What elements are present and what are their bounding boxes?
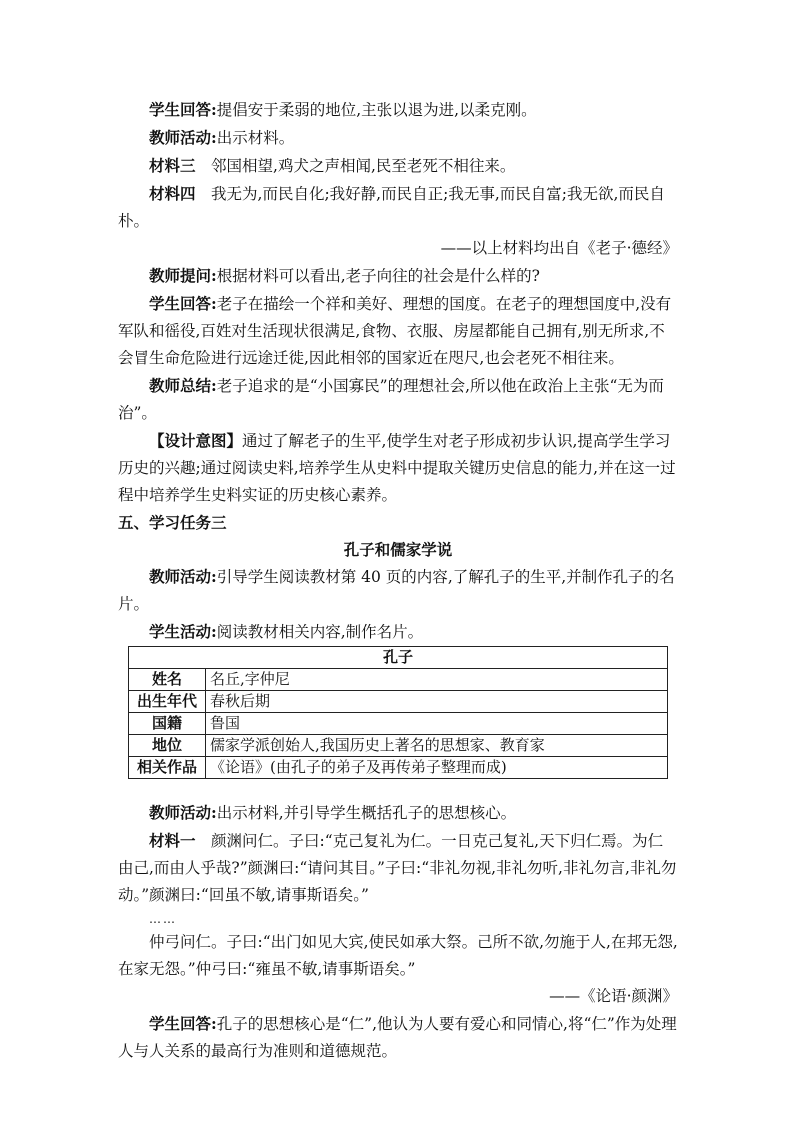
paragraph-zhonggong: 仲弓问仁。子曰:“出门如见大宾,使民如承大祭。己所不欲,勿施于人,在邦无怨,在家无怨。”仲弓曰:“雍虽不敏,请事斯语矣。” (118, 933, 678, 978)
paragraph-material-3 (118, 152, 678, 180)
label: 教师活动: (149, 803, 217, 822)
table-header-row (129, 647, 668, 669)
row-key: 姓名 (129, 669, 206, 691)
text: 出示材料。 (216, 129, 295, 147)
row-key: 地位 (129, 735, 206, 757)
text: 孔子的思想核心是“仁”,他认为人要有爱心和同情心,将“仁”作为处理人与人关系的最高行为准则和道德规范。 (118, 1015, 677, 1060)
confucius-card-table (128, 646, 668, 779)
table-row (129, 713, 668, 735)
paragraph-student-answer-3 (118, 1010, 678, 1065)
paragraph-material-4 (118, 180, 678, 235)
label: 学生回答: (149, 100, 217, 119)
section-heading: 五、学习任务三 (118, 513, 227, 532)
paragraph-teacher-activity-1 (118, 124, 678, 152)
paragraph-student-answer-1 (118, 96, 678, 124)
text: 阅读教材相关内容,制作名片。 (216, 623, 424, 641)
label: 材料四 (149, 184, 196, 203)
text: 老子在描绘一个祥和美好、理想的国度。在老子的理想国度中,没有军队和徭役,百姓对生活现状很满足,食物、衣服、房屋都能自己拥有,别无所求,不会冒生命危险进行远途迁徙,因此相邻的国家近在咫尺,也会老死不相往来。 (118, 295, 672, 367)
label: 教师活动: (149, 128, 217, 147)
row-value: 《论语》(由孔子的弟子及再传弟子整理而成) (206, 757, 668, 779)
table-header: 孔子 (129, 647, 668, 669)
paragraph-student-answer-2 (118, 290, 678, 372)
label: 教师活动: (149, 567, 217, 586)
paragraph-teacher-activity-3 (118, 799, 678, 827)
label: 材料一 (149, 831, 196, 850)
paragraph-material-1 (118, 827, 678, 909)
paragraph-teacher-question (118, 262, 678, 290)
paragraph-teacher-activity-2 (118, 563, 678, 618)
text: 引导学生阅读教材第 40 页的内容,了解孔子的生平,并制作孔子的名片。 (118, 568, 675, 613)
text: 老子追求的是“小国寡民”的理想社会,所以他在政治上主张“无为而治”。 (118, 377, 664, 422)
text: 我无为,而民自化;我好静,而民自正;我无事,而民自富;我无欲,而民自朴。 (118, 185, 665, 230)
text: 邻国相望,鸡犬之声相闻,民至老死不相往来。 (195, 157, 516, 175)
label: 学生回答: (149, 1014, 217, 1033)
table-row (129, 669, 668, 691)
row-key: 相关作品 (129, 757, 206, 779)
table-row (129, 735, 668, 757)
row-key: 国籍 (129, 713, 206, 735)
text: 通过了解老子的生平,使学生对老子形成初步认识,提高学生学习历史的兴趣;通过阅读史料,培养学生从史料中提取关键历史信息的能力,并在这一过程中培养学生史料实证的历史核心素养。 (118, 432, 676, 504)
row-key: 出生年代 (129, 691, 206, 713)
row-value: 名丘,字仲尼 (206, 669, 668, 691)
row-value: 春秋后期 (206, 691, 668, 713)
paragraph-design-intent (118, 427, 678, 509)
row-value: 鲁国 (206, 713, 668, 735)
source-citation-1: ——以上材料均出自《老子·德经》 (440, 239, 678, 257)
label: 【设计意图】 (149, 431, 243, 450)
document-body (118, 96, 678, 1065)
text: 颜渊问仁。子曰:“克己复礼为仁。一日克己复礼,天下归仁焉。为仁由己,而由人乎哉?”颜渊曰:“请问其目。”子曰:“非礼勿视,非礼勿听,非礼勿言,非礼勿动。”颜渊曰:“回虽不敏,请事斯语矣。” (118, 832, 677, 904)
table-row (129, 691, 668, 713)
text: 根据材料可以看出,老子向往的社会是什么样的? (216, 267, 540, 285)
text: 提倡安于柔弱的地位,主张以退为进,以柔克刚。 (216, 101, 537, 119)
row-value: 儒家学派创始人,我国历史上著名的思想家、教育家 (206, 735, 668, 757)
label: 教师提问: (149, 266, 217, 285)
text: 出示材料,并引导学生概括孔子的思想核心。 (216, 804, 517, 822)
ellipsis: …… (149, 912, 177, 926)
label: 材料三 (149, 156, 196, 175)
paragraph-student-activity (118, 618, 678, 646)
label: 教师总结: (149, 376, 217, 395)
label: 学生回答: (149, 294, 217, 313)
label: 学生活动: (149, 622, 217, 641)
spacer (118, 779, 678, 799)
table-row (129, 757, 668, 779)
source-citation-2: ——《论语·颜渊》 (549, 987, 678, 1005)
section-subtitle: 孔子和儒家学说 (343, 540, 453, 559)
paragraph-teacher-summary (118, 372, 678, 427)
